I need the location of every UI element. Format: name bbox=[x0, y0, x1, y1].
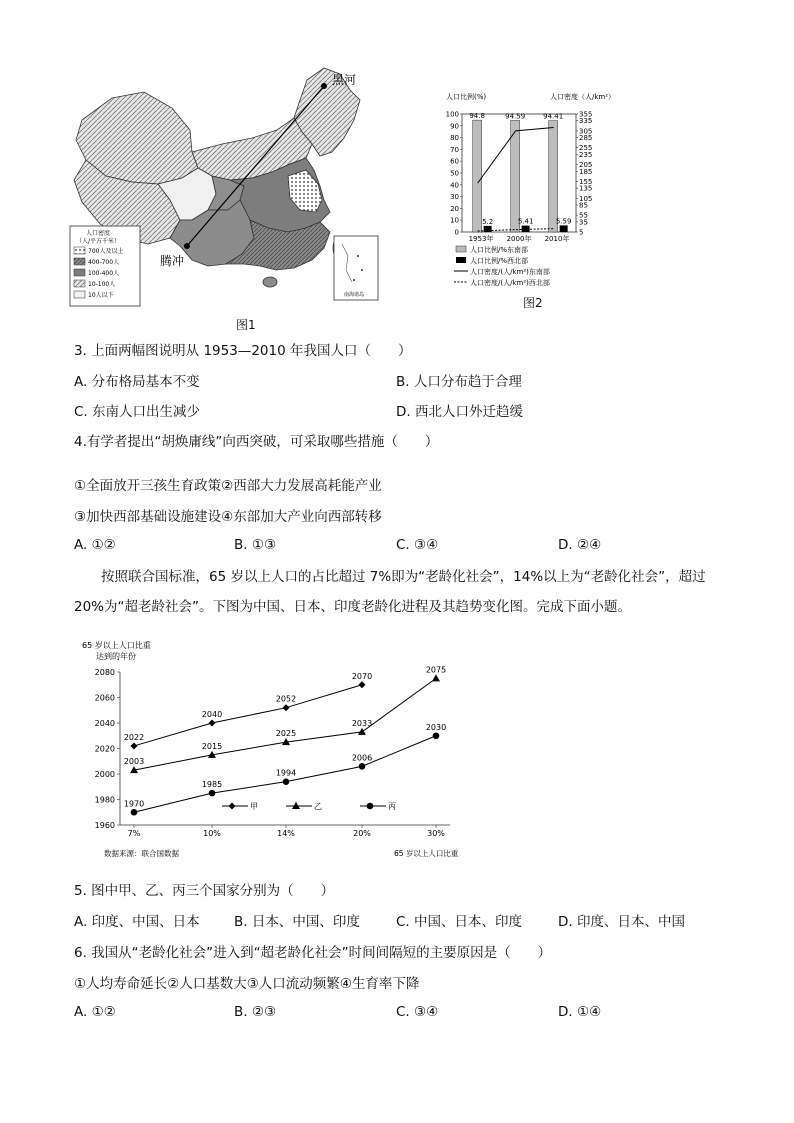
city-heihe-label: 黑河 bbox=[332, 73, 357, 87]
fig2-right-tick-label: 35 bbox=[579, 218, 588, 227]
fig3-y-tick-label: 2000 bbox=[94, 770, 115, 779]
fig3-y-tick-label: 1980 bbox=[94, 795, 115, 805]
q6-option-a[interactable]: A. ①② bbox=[74, 1004, 116, 1020]
legend-item-3: 100-400人 bbox=[88, 270, 120, 277]
fig2-left-tick-label: 50 bbox=[450, 169, 459, 178]
q4-option-b[interactable]: B. ①③ bbox=[234, 537, 277, 553]
fig2-left-tick-label: 60 bbox=[450, 157, 459, 166]
fig2-left-tick-label: 80 bbox=[450, 134, 459, 143]
fig3-point-label: 2003 bbox=[123, 757, 145, 767]
fig3-y-tick-label: 2040 bbox=[94, 719, 115, 728]
fig3-point-series-3 bbox=[359, 763, 366, 770]
fig2-left-tick-label: 10 bbox=[450, 216, 459, 225]
q5-option-a[interactable]: A. 印度、中国、日本 bbox=[74, 914, 200, 930]
fig2-right-tick-label: 355 bbox=[579, 110, 593, 119]
fig3-legend-marker bbox=[229, 803, 236, 810]
heihe-marker bbox=[321, 83, 327, 89]
fig2-left-tick-label: 70 bbox=[450, 145, 459, 154]
inset-label: 南海诸岛 bbox=[344, 292, 365, 298]
fig3-y-tick-label: 2080 bbox=[94, 668, 115, 677]
fig2-legend-3: 人口密度/(人/km²)东南部 bbox=[470, 268, 550, 276]
fig2-bar-southeast-value: 94.41 bbox=[543, 112, 564, 121]
q4-option-c[interactable]: C. ③④ bbox=[396, 537, 439, 553]
fig2-right-tick-label: 335 bbox=[579, 117, 593, 126]
legend-title: 人口密度 bbox=[86, 230, 111, 237]
q5-option-b[interactable]: B. 日本、中国、印度 bbox=[234, 914, 360, 930]
fig2-legend-1: 人口比例/%东南部 bbox=[470, 246, 529, 254]
fig2-bar-southeast bbox=[511, 120, 520, 232]
legend-item-1: 700人及以上 bbox=[88, 248, 124, 255]
fig3-point-series-2 bbox=[432, 674, 440, 681]
fig2-bar-northwest-value: 5.2 bbox=[482, 217, 494, 226]
fig3-point-series-3 bbox=[209, 790, 216, 797]
q5-stem: 5. 图中甲、乙、丙三个国家分别为（ ） bbox=[74, 883, 335, 899]
fig2-y-left-label: 人口比例(%) bbox=[446, 93, 487, 101]
fig2-bar-southeast bbox=[473, 120, 482, 232]
fig3-point-label: 2075 bbox=[425, 665, 447, 675]
fig3-y-tick-label: 1960 bbox=[94, 821, 115, 830]
fig2-bar-southeast-value: 94.59 bbox=[505, 112, 526, 121]
map-hainan bbox=[263, 277, 277, 287]
q3-option-b[interactable]: B. 人口分布趋于合理 bbox=[396, 374, 522, 390]
fig2-category-label: 2010年 bbox=[544, 235, 570, 243]
fig2-bar-southeast-value: 94.8 bbox=[469, 112, 485, 121]
fig3-x-tick-label: 30% bbox=[427, 829, 445, 838]
fig2-right-tick-label: 155 bbox=[579, 177, 593, 186]
fig2-right-tick-label: 285 bbox=[579, 134, 593, 143]
fig2-legend-2: 人口比例/%西北部 bbox=[470, 257, 529, 265]
q6-option-d[interactable]: D. ①④ bbox=[558, 1004, 602, 1020]
q5-option-c[interactable]: C. 中国、日本、印度 bbox=[396, 914, 523, 930]
fig2-left-tick-label: 100 bbox=[445, 110, 459, 119]
q4-option-d[interactable]: D. ②④ bbox=[558, 537, 602, 553]
fig3-point-label: 2040 bbox=[201, 710, 223, 719]
fig2-y-right-label: 人口密度（人/km²） bbox=[550, 93, 616, 101]
fig3-x-title: 65 岁以上人口比重 bbox=[394, 849, 459, 858]
q3-option-d[interactable]: D. 西北人口外迁趋缓 bbox=[396, 404, 523, 420]
map-legend bbox=[70, 226, 140, 306]
fig3-x-tick-label: 20% bbox=[353, 829, 371, 838]
fig3-point-label: 2030 bbox=[425, 722, 447, 732]
fig3-x-tick-label: 14% bbox=[277, 829, 295, 838]
south-china-sea-inset bbox=[334, 236, 378, 300]
fig3-source: 数据来源：联合国数据 bbox=[104, 849, 179, 858]
fig3-point-label: 2033 bbox=[351, 718, 373, 728]
fig3-point-label: 2022 bbox=[123, 732, 145, 742]
fig2-left-tick-label: 90 bbox=[450, 122, 459, 131]
fig3-line-series-2 bbox=[134, 678, 436, 770]
q5-option-d[interactable]: D. 印度、日本、中国 bbox=[558, 914, 685, 930]
fig2-right-tick-label: 255 bbox=[579, 144, 593, 153]
fig2-category-label: 2000年 bbox=[506, 235, 532, 243]
q4-stem: 4.有学者提出“胡焕庸线”向西突破，可采取哪些措施（ ） bbox=[74, 434, 439, 450]
legend-unit: （人/平方千米） bbox=[76, 238, 121, 245]
fig3-point-label: 2025 bbox=[275, 729, 297, 739]
fig3-point-series-3 bbox=[131, 809, 138, 816]
population-density-map bbox=[62, 60, 382, 335]
q4-option-a[interactable]: A. ①② bbox=[74, 537, 116, 553]
fig3-point-label: 2052 bbox=[275, 694, 297, 704]
city-tengchong-label: 腾冲 bbox=[160, 254, 185, 268]
fig2-right-tick-label: 5 bbox=[579, 228, 584, 237]
fig3-point-series-3 bbox=[283, 778, 290, 785]
fig3-point-series-1 bbox=[131, 742, 138, 749]
fig3-point-label: 2015 bbox=[201, 741, 223, 751]
fig2-left-tick-label: 0 bbox=[454, 228, 459, 237]
aging-trend-chart bbox=[74, 636, 494, 862]
legend-item-4: 10-100人 bbox=[88, 281, 116, 288]
fig2-right-tick-label: 135 bbox=[579, 184, 593, 193]
fig2-right-tick-label: 185 bbox=[579, 167, 593, 176]
q6-option-b[interactable]: B. ②③ bbox=[234, 1004, 277, 1020]
fig3-legend-label: 甲 bbox=[250, 802, 258, 811]
fig3-y-title-1: 65 岁以上人口比重 bbox=[82, 641, 151, 650]
q6-stem: 6. 我国从“老龄化社会”进入到“超老龄化社会”时间间隔短的主要原因是（ ） bbox=[74, 945, 552, 961]
q4-item-2: ③加快西部基础设施建设④东部加大产业向西部转移 bbox=[74, 509, 382, 525]
fig3-point-series-1 bbox=[359, 681, 366, 688]
q4-item-1: ①全面放开三孩生育政策②西部大力发展高耗能产业 bbox=[74, 478, 382, 494]
q6-items: ①人均寿命延长②人口基数大③人口流动频繁④生育率下降 bbox=[74, 976, 420, 992]
fig3-point-series-3 bbox=[433, 732, 440, 739]
fig2-left-tick-label: 40 bbox=[450, 181, 459, 190]
fig3-legend-label: 乙 bbox=[314, 802, 322, 811]
q3-stem: 3. 上面两幅图说明从 1953—2010 年我国人口（ ） bbox=[74, 343, 412, 359]
fig2-legend bbox=[454, 245, 550, 287]
fig3-y-title-2: 达到的年份 bbox=[96, 652, 136, 661]
fig3-point-label: 2070 bbox=[351, 671, 373, 681]
legend-item-5: 10人以下 bbox=[88, 292, 114, 299]
tengchong-marker bbox=[184, 243, 190, 249]
q3-option-c[interactable]: C. 东南人口出生减少 bbox=[74, 404, 201, 420]
fig3-x-tick-label: 10% bbox=[203, 829, 221, 838]
fig3-point-label: 2006 bbox=[351, 753, 373, 763]
fig2-right-tick-label: 85 bbox=[579, 201, 588, 210]
fig3-point-label: 1994 bbox=[275, 768, 297, 778]
fig3-y-tick-label: 2020 bbox=[94, 744, 115, 754]
fig3-legend-marker bbox=[367, 803, 374, 810]
fig2-bar-northwest-value: 5.41 bbox=[517, 217, 534, 226]
q6-option-c[interactable]: C. ③④ bbox=[396, 1004, 439, 1020]
fig3-point-label: 1985 bbox=[201, 780, 223, 790]
legend-item-2: 400-700人 bbox=[88, 259, 120, 266]
fig2-bar-northwest bbox=[560, 225, 568, 232]
passage: 按照联合国标准，65 岁以上人口的占比超过 7%即为“老龄化社会”，14%以上为“老龄化社会”，超过 20%为“超老龄社会”。下图为中国、日本、印度老龄化进程及其趋势变化图。完成下面小题。 bbox=[74, 569, 706, 615]
fig3-legend-label: 丙 bbox=[388, 802, 396, 811]
fig3-point-series-1 bbox=[283, 704, 290, 711]
fig2-right-tick-label: 55 bbox=[579, 211, 588, 220]
fig3-y-tick-label: 2060 bbox=[94, 693, 115, 703]
fig3-point-series-1 bbox=[209, 720, 216, 727]
fig2-category-label: 1953年 bbox=[468, 235, 494, 243]
fig2-legend-4: 人口密度/(人/km²)西北部 bbox=[470, 279, 550, 287]
fig1-caption: 图1 bbox=[236, 318, 256, 332]
fig2-bar-southeast bbox=[549, 121, 558, 232]
fig2-right-tick-label: 105 bbox=[579, 194, 593, 203]
fig2-right-tick-label: 305 bbox=[579, 127, 593, 136]
fig2-left-tick-label: 30 bbox=[450, 193, 459, 202]
population-ratio-density-chart bbox=[440, 86, 620, 294]
fig2-right-tick-label: 205 bbox=[579, 161, 593, 170]
fig2-caption: 图2 bbox=[523, 296, 543, 310]
fig3-point-label: 1970 bbox=[123, 799, 145, 809]
fig2-left-tick-label: 20 bbox=[450, 204, 459, 213]
fig3-x-tick-label: 7% bbox=[127, 829, 141, 838]
fig2-right-tick-label: 235 bbox=[579, 150, 593, 159]
fig2-bar-northwest-value: 5.59 bbox=[555, 217, 572, 226]
fig3-point-series-2 bbox=[358, 728, 366, 735]
q3-option-a[interactable]: A. 分布格局基本不变 bbox=[74, 374, 200, 390]
